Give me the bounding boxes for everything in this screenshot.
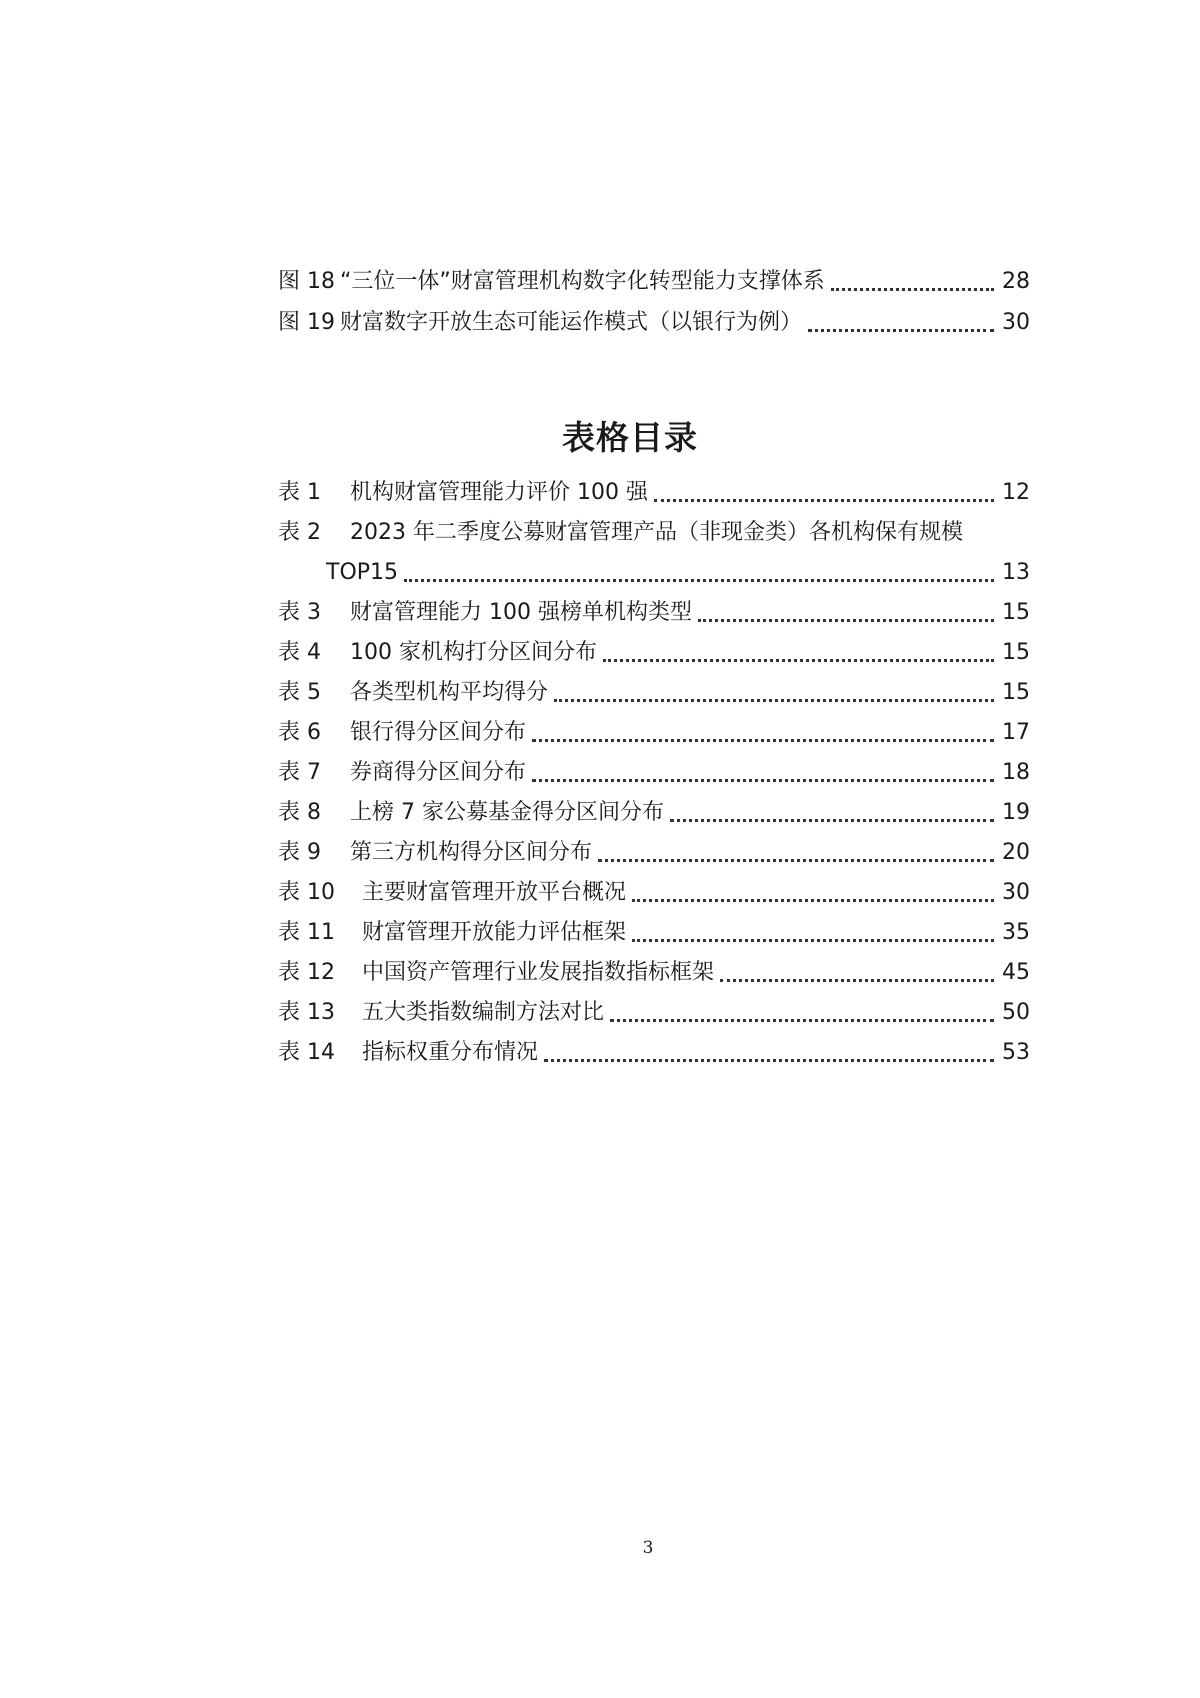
entry-label: 图 19 财富数字开放生态可能运作模式（以银行为例） xyxy=(278,310,803,335)
toc-entry-table-5[interactable]: 表 5 各类型机构平均得分 15 xyxy=(278,680,1030,705)
toc-entry-table-2[interactable]: 表 2 2023 年二季度公募财富管理产品（非现金类）各机构保有规模 xyxy=(278,520,963,545)
toc-entry-table-12[interactable]: 表 12 中国资产管理行业发展指数指标框架 45 xyxy=(278,960,1030,985)
dot-leader xyxy=(670,819,994,822)
toc-entry-table-3[interactable]: 表 3 财富管理能力 100 强榜单机构类型 15 xyxy=(278,600,1030,625)
entry-page-number: 30 xyxy=(1002,310,1030,335)
dot-leader xyxy=(654,499,994,502)
toc-entry-table-11[interactable]: 表 11 财富管理开放能力评估框架 35 xyxy=(278,920,1030,945)
dot-leader xyxy=(532,779,994,782)
dot-leader xyxy=(831,288,994,291)
toc-entry-table-4[interactable]: 表 4 100 家机构打分区间分布 15 xyxy=(278,640,1030,665)
dot-leader xyxy=(532,739,994,742)
toc-entry-table-8[interactable]: 表 8 上榜 7 家公募基金得分区间分布 19 xyxy=(278,800,1030,825)
toc-entry-figure-19[interactable] xyxy=(278,305,1030,341)
entry-page-number: 28 xyxy=(1002,269,1030,294)
tables-list-heading: 表格目录 xyxy=(562,418,698,457)
dot-leader xyxy=(632,939,994,942)
toc-entry-table-6[interactable]: 表 6 银行得分区间分布 17 xyxy=(278,720,1030,745)
dot-leader xyxy=(808,329,994,332)
toc-entry-table-2-continuation[interactable]: TOP15 13 xyxy=(326,560,1030,585)
dot-leader xyxy=(554,699,994,702)
toc-entry-table-14[interactable]: 表 14 指标权重分布情况 53 xyxy=(278,1040,1030,1065)
toc-entry-table-13[interactable]: 表 13 五大类指数编制方法对比 50 xyxy=(278,1000,1030,1025)
toc-entry-table-10[interactable]: 表 10 主要财富管理开放平台概况 30 xyxy=(278,880,1030,905)
dot-leader xyxy=(720,979,994,982)
toc-entry-table-1[interactable]: 表 1 机构财富管理能力评价 100 强 12 xyxy=(278,480,1030,505)
dot-leader xyxy=(603,659,994,662)
dot-leader xyxy=(632,899,994,902)
dot-leader xyxy=(610,1019,994,1022)
dot-leader xyxy=(698,619,994,622)
page-number: 3 xyxy=(642,1538,654,1558)
toc-entry-figure-18[interactable] xyxy=(278,264,1030,300)
toc-entry-table-9[interactable]: 表 9 第三方机构得分区间分布 20 xyxy=(278,840,1030,865)
dot-leader xyxy=(544,1059,994,1062)
dot-leader xyxy=(404,579,994,582)
entry-label: 图 18 “三位一体”财富管理机构数字化转型能力支撑体系 xyxy=(278,269,825,294)
toc-entry-table-7[interactable]: 表 7 券商得分区间分布 18 xyxy=(278,760,1030,785)
dot-leader xyxy=(598,859,994,862)
